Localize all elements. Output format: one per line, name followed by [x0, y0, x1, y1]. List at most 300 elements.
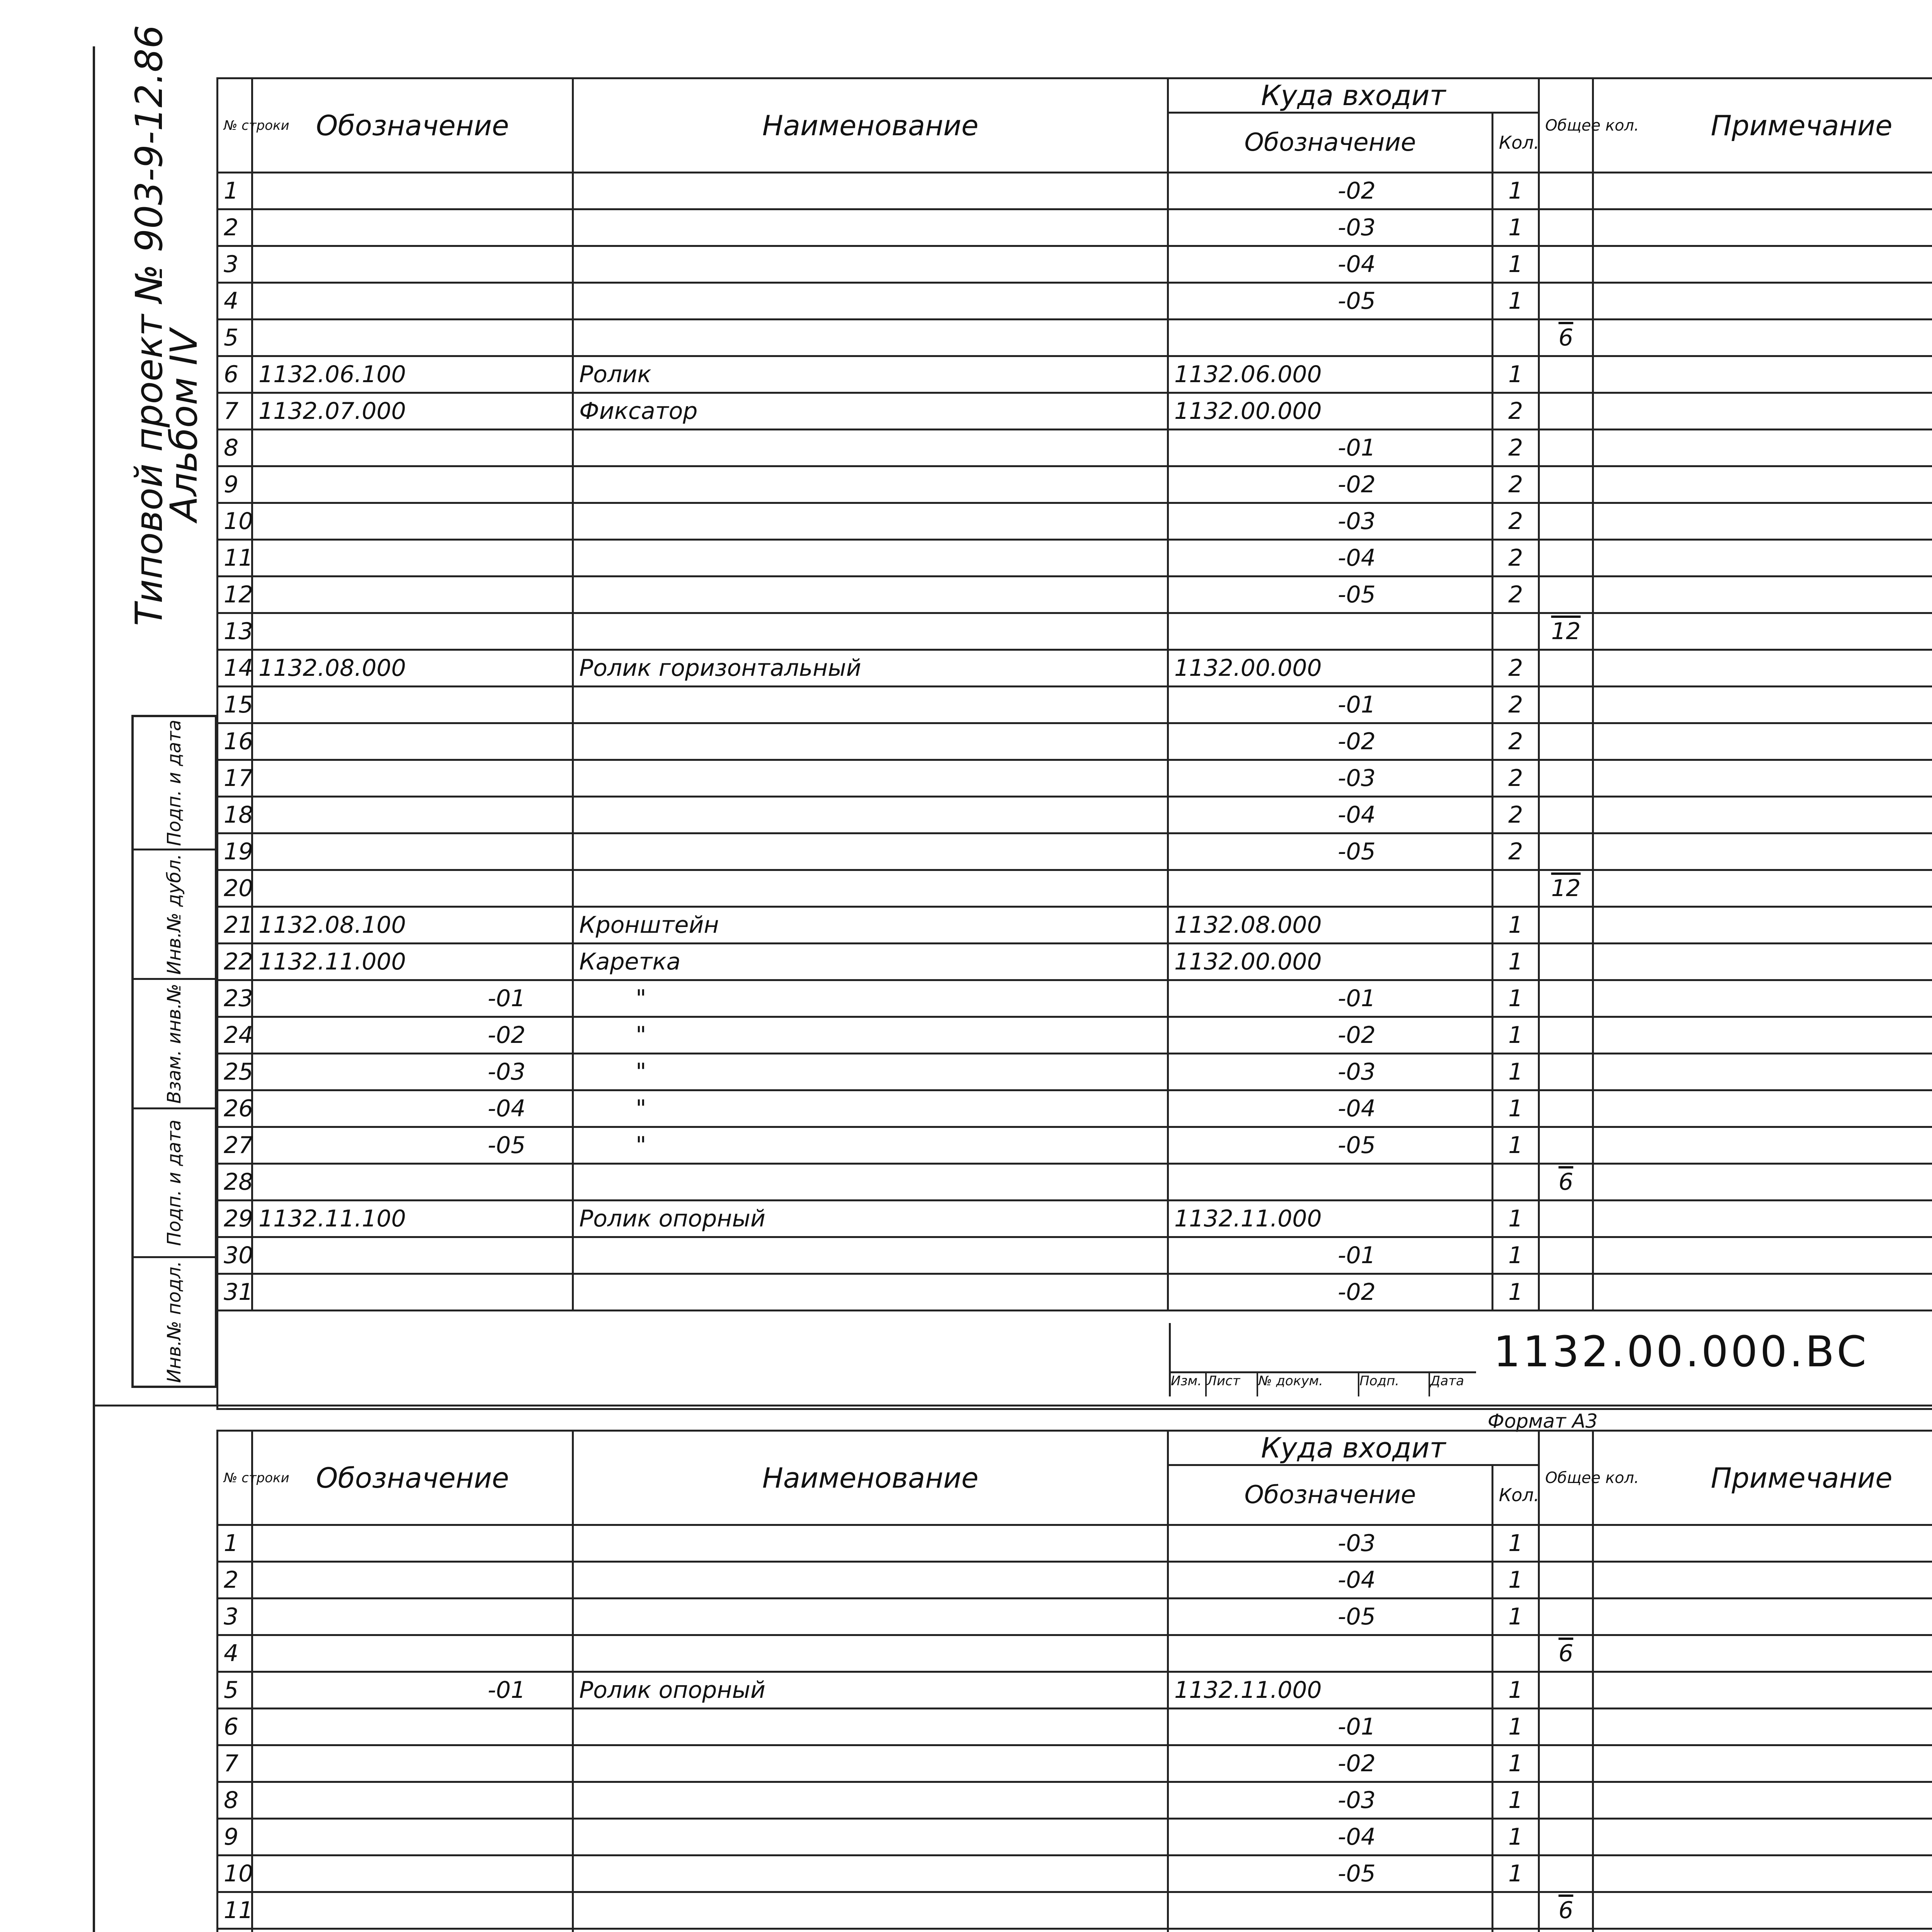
designation-cell: [252, 173, 573, 209]
name-cell: [573, 1237, 1168, 1274]
designation-cell: [252, 1525, 573, 1562]
qty-cell: 1: [1493, 1054, 1539, 1090]
qty-cell: 1: [1493, 1201, 1539, 1237]
table-row: [218, 393, 1932, 430]
total-cell: [1539, 1672, 1593, 1709]
qty-cell: 2: [1493, 650, 1539, 687]
total-cell: 12: [1539, 613, 1593, 650]
total-cell: [1539, 1782, 1593, 1819]
total-cell: [1539, 723, 1593, 760]
designation-cell: [252, 540, 573, 577]
where-used-cell: [1168, 613, 1493, 650]
row-number-cell: 8: [218, 1782, 252, 1819]
total-cell: [1539, 1017, 1593, 1054]
row-number-cell: 13: [218, 613, 252, 650]
note-cell: [1593, 870, 1932, 907]
left-border-line: [93, 46, 95, 1932]
name-cell: [573, 1892, 1168, 1929]
name-cell: [573, 246, 1168, 283]
total-cell: [1539, 283, 1593, 320]
table-row: [218, 356, 1932, 393]
table-row: [218, 1237, 1932, 1274]
name-cell: [573, 1635, 1168, 1672]
row-number-cell: 2: [218, 1562, 252, 1599]
stamp-col: № докум.: [1258, 1373, 1359, 1396]
row-number-cell: 4: [218, 283, 252, 320]
name-cell: ": [573, 1090, 1168, 1127]
note-cell: [1593, 1709, 1932, 1745]
total-cell: [1539, 1054, 1593, 1090]
name-cell: [573, 1709, 1168, 1745]
name-cell: [573, 577, 1168, 613]
designation-cell: 1132.08.100: [252, 907, 573, 944]
row-number-cell: 14: [218, 650, 252, 687]
where-used-cell: [1168, 870, 1493, 907]
name-cell: [573, 613, 1168, 650]
table-row: [218, 1201, 1932, 1237]
table-row: [218, 1709, 1932, 1745]
header-note: Примечание: [1593, 78, 1932, 173]
qty-cell: 2: [1493, 760, 1539, 797]
note-cell: [1593, 430, 1932, 466]
designation-cell: [252, 1237, 573, 1274]
header-name: Наименование: [573, 78, 1168, 173]
name-cell: [573, 833, 1168, 870]
note-cell: [1593, 907, 1932, 944]
name-cell: [573, 1929, 1168, 1932]
header-total: Общее кол.: [1539, 78, 1593, 173]
total-cell: [1539, 1201, 1593, 1237]
header-designation: Обозначение: [252, 1431, 573, 1525]
name-cell: [573, 173, 1168, 209]
total-cell: [1539, 833, 1593, 870]
qty-cell: 2: [1493, 503, 1539, 540]
note-cell: [1593, 356, 1932, 393]
spec-sheet-4: [216, 1430, 1932, 1932]
qty-cell: 1: [1493, 1599, 1539, 1635]
row-number-cell: 9: [218, 1819, 252, 1855]
note-cell: [1593, 1164, 1932, 1201]
qty-cell: 1: [1493, 907, 1539, 944]
qty-cell: 2: [1493, 430, 1539, 466]
note-cell: [1593, 283, 1932, 320]
header-where-designation: Обозначение: [1168, 113, 1493, 173]
name-cell: ": [573, 1054, 1168, 1090]
name-cell: [573, 1782, 1168, 1819]
designation-cell: [252, 1819, 573, 1855]
row-number-cell: 21: [218, 907, 252, 944]
designation-cell: [252, 723, 573, 760]
note-cell: [1593, 1127, 1932, 1164]
note-cell: [1593, 980, 1932, 1017]
table-row: [218, 209, 1932, 246]
stamp-col: Изм.: [1171, 1373, 1207, 1396]
qty-cell: [1493, 320, 1539, 356]
designation-cell: [252, 797, 573, 833]
designation-cell: [252, 1929, 573, 1932]
note-cell: [1593, 503, 1932, 540]
note-cell: [1593, 1819, 1932, 1855]
total-cell: 6: [1539, 1164, 1593, 1201]
table-row: [218, 1929, 1932, 1932]
name-cell: Ролик: [573, 356, 1168, 393]
table-row: [218, 1164, 1932, 1201]
table-row: [218, 503, 1932, 540]
name-cell: [573, 430, 1168, 466]
designation-cell: -02: [252, 1017, 573, 1054]
qty-cell: 1: [1493, 246, 1539, 283]
stamp-col: Дата: [1430, 1373, 1464, 1389]
side-project-title: [128, 25, 171, 626]
table-row: [218, 577, 1932, 613]
note-cell: [1593, 1635, 1932, 1672]
designation-cell: [252, 1709, 573, 1745]
row-number-cell: 30: [218, 1237, 252, 1274]
table-row: [218, 540, 1932, 577]
project-title: Типовой проект № 903-9-12.86: [128, 25, 171, 626]
total-cell: [1539, 1274, 1593, 1311]
where-used-cell: -04: [1168, 1819, 1493, 1855]
designation-cell: [252, 1274, 573, 1311]
row-number-cell: 1: [218, 173, 252, 209]
name-cell: ": [573, 980, 1168, 1017]
where-used-cell: -05: [1168, 1599, 1493, 1635]
where-used-cell: -03: [1168, 209, 1493, 246]
row-number-cell: 6: [218, 1709, 252, 1745]
album-title: Альбом IV: [162, 329, 206, 522]
note-cell: [1593, 1090, 1932, 1127]
row-number-cell: 16: [218, 723, 252, 760]
note-cell: [1593, 320, 1932, 356]
note-cell: [1593, 466, 1932, 503]
header-name: Наименование: [573, 1431, 1168, 1525]
designation-cell: 1132.11.000: [252, 944, 573, 980]
name-cell: Каретка: [573, 944, 1168, 980]
where-used-cell: -02: [1168, 173, 1493, 209]
note-cell: [1593, 1892, 1932, 1929]
row-number-cell: 28: [218, 1164, 252, 1201]
header-qty: Кол.: [1493, 1465, 1539, 1525]
total-cell: [1539, 1090, 1593, 1127]
row-number-cell: 3: [218, 1599, 252, 1635]
table-row: [218, 1635, 1932, 1672]
name-cell: [573, 320, 1168, 356]
note-cell: [1593, 1274, 1932, 1311]
note-cell: [1593, 1562, 1932, 1599]
note-cell: [1593, 393, 1932, 430]
header-designation: Обозначение: [252, 78, 573, 173]
total-cell: [1539, 1525, 1593, 1562]
revision-grid: [1169, 1323, 1476, 1396]
total-cell: [1539, 1819, 1593, 1855]
qty-cell: 1: [1493, 209, 1539, 246]
table-row: [218, 430, 1932, 466]
designation-cell: [252, 870, 573, 907]
designation-cell: -01: [252, 1672, 573, 1709]
where-used-cell: -01: [1168, 1709, 1493, 1745]
qty-cell: [1493, 1164, 1539, 1201]
designation-cell: [252, 1745, 573, 1782]
qty-cell: 1: [1493, 980, 1539, 1017]
qty-cell: 2: [1493, 797, 1539, 833]
where-used-cell: -02: [1168, 723, 1493, 760]
designation-cell: [252, 466, 573, 503]
name-cell: Ролик опорный: [573, 1672, 1168, 1709]
designation-cell: [252, 613, 573, 650]
table-row: [218, 1274, 1932, 1311]
spec-table: [216, 1430, 1932, 1932]
designation-cell: [252, 687, 573, 723]
total-cell: [1539, 503, 1593, 540]
qty-cell: 1: [1493, 1672, 1539, 1709]
note-cell: [1593, 944, 1932, 980]
where-used-cell: 1132.11.000: [1168, 1672, 1493, 1709]
qty-cell: [1493, 870, 1539, 907]
note-cell: [1593, 246, 1932, 283]
total-cell: [1539, 944, 1593, 980]
row-number-cell: 31: [218, 1274, 252, 1311]
row-number-cell: 10: [218, 503, 252, 540]
designation-cell: [252, 209, 573, 246]
table-row: [218, 1525, 1932, 1562]
where-used-cell: -02: [1168, 466, 1493, 503]
designation-cell: [252, 1599, 573, 1635]
sidebar-sheet1: [131, 715, 217, 1388]
qty-cell: 2: [1493, 577, 1539, 613]
row-number-cell: 11: [218, 1892, 252, 1929]
where-used-cell: -04: [1168, 1562, 1493, 1599]
row-number-cell: 5: [218, 320, 252, 356]
note-cell: [1593, 209, 1932, 246]
total-cell: [1539, 687, 1593, 723]
row-number-cell: 24: [218, 1017, 252, 1054]
row-number-cell: 18: [218, 797, 252, 833]
total-cell: [1539, 540, 1593, 577]
designation-cell: -03: [252, 1054, 573, 1090]
qty-cell: 1: [1493, 1709, 1539, 1745]
header-where-used: Куда входит: [1168, 78, 1539, 113]
where-used-cell: -03: [1168, 760, 1493, 797]
total-cell: 12: [1539, 870, 1593, 907]
total-cell: [1539, 577, 1593, 613]
qty-cell: 2: [1493, 687, 1539, 723]
name-cell: [573, 760, 1168, 797]
row-number-cell: 20: [218, 870, 252, 907]
name-cell: [573, 1745, 1168, 1782]
where-used-cell: -01: [1168, 687, 1493, 723]
total-cell: [1539, 173, 1593, 209]
qty-cell: 2: [1493, 393, 1539, 430]
designation-cell: [252, 283, 573, 320]
where-used-cell: [1168, 1164, 1493, 1201]
name-cell: [573, 1819, 1168, 1855]
table-row: [218, 320, 1932, 356]
row-number-cell: 2: [218, 209, 252, 246]
total-cell: 6: [1539, 1892, 1593, 1929]
row-number-cell: 10: [218, 1855, 252, 1892]
where-used-cell: 1132.08.000: [1168, 907, 1493, 944]
header-where-designation: Обозначение: [1168, 1465, 1493, 1525]
table-row: [218, 1855, 1932, 1892]
note-cell: [1593, 760, 1932, 797]
table-row: [218, 723, 1932, 760]
qty-cell: 1: [1493, 1745, 1539, 1782]
total-cell: [1539, 980, 1593, 1017]
table-row: [218, 1782, 1932, 1819]
note-cell: [1593, 650, 1932, 687]
total-cell: [1539, 466, 1593, 503]
where-used-cell: -05: [1168, 1855, 1493, 1892]
name-cell: [573, 1599, 1168, 1635]
table-row: [218, 246, 1932, 283]
total-cell: [1539, 1562, 1593, 1599]
where-used-cell: [1168, 320, 1493, 356]
where-used-cell: -05: [1168, 577, 1493, 613]
side-album-title: [162, 329, 206, 522]
where-used-cell: -02: [1168, 1745, 1493, 1782]
total-cell: [1539, 1237, 1593, 1274]
note-cell: [1593, 1525, 1932, 1562]
qty-cell: [1493, 613, 1539, 650]
total-cell: [1539, 1127, 1593, 1164]
qty-cell: 1: [1493, 283, 1539, 320]
header-qty: Кол.: [1493, 113, 1539, 173]
total-cell: [1539, 393, 1593, 430]
designation-cell: [252, 1562, 573, 1599]
spec-table: [216, 77, 1932, 1311]
designation-cell: [252, 1164, 573, 1201]
title-block: [216, 1311, 1932, 1410]
total-cell: [1539, 1745, 1593, 1782]
table-row: [218, 833, 1932, 870]
name-cell: [573, 1855, 1168, 1892]
note-cell: [1593, 1237, 1932, 1274]
where-used-cell: [1168, 1892, 1493, 1929]
header-row-no: № строки: [218, 1431, 252, 1525]
stamp-col: Подп.: [1359, 1373, 1430, 1396]
designation-cell: [252, 1782, 573, 1819]
name-cell: [573, 1562, 1168, 1599]
name-cell: [573, 687, 1168, 723]
where-used-cell: -05: [1168, 833, 1493, 870]
total-cell: [1539, 797, 1593, 833]
name-cell: [573, 209, 1168, 246]
sidebar-cell: Подп. и дата: [134, 1109, 215, 1258]
designation-cell: [252, 833, 573, 870]
note-cell: [1593, 1017, 1932, 1054]
where-used-cell: 1132.00.000: [1168, 393, 1493, 430]
designation-cell: 1132.11.100: [252, 1201, 573, 1237]
note-cell: [1593, 1745, 1932, 1782]
where-used-cell: -03: [1168, 1782, 1493, 1819]
qty-cell: 2: [1493, 833, 1539, 870]
note-cell: [1593, 1201, 1932, 1237]
row-number-cell: 23: [218, 980, 252, 1017]
total-cell: [1539, 760, 1593, 797]
sidebar-cell: Подп. и дата: [134, 717, 215, 850]
name-cell: Ролик опорный: [573, 1201, 1168, 1237]
where-used-cell: -04: [1168, 540, 1493, 577]
table-row: [218, 466, 1932, 503]
designation-cell: [252, 1635, 573, 1672]
where-used-cell: -05: [1168, 283, 1493, 320]
note-cell: [1593, 613, 1932, 650]
name-cell: [573, 283, 1168, 320]
where-used-cell: 1132.11.000: [1168, 1201, 1493, 1237]
name-cell: [573, 1525, 1168, 1562]
designation-cell: -01: [252, 980, 573, 1017]
row-number-cell: 1: [218, 1525, 252, 1562]
designation-cell: 1132.08.000: [252, 650, 573, 687]
qty-cell: 1: [1493, 1237, 1539, 1274]
total-cell: [1539, 650, 1593, 687]
total-cell: [1539, 1929, 1593, 1932]
total-cell: [1539, 430, 1593, 466]
name-cell: [573, 723, 1168, 760]
note-cell: [1593, 797, 1932, 833]
row-number-cell: 7: [218, 1745, 252, 1782]
note-cell: [1593, 833, 1932, 870]
row-number-cell: [218, 1929, 252, 1932]
qty-cell: [1493, 1635, 1539, 1672]
where-used-cell: -01: [1168, 1237, 1493, 1274]
total-cell: [1539, 1599, 1593, 1635]
name-cell: [573, 540, 1168, 577]
row-number-cell: 8: [218, 430, 252, 466]
row-number-cell: 5: [218, 1672, 252, 1709]
total-cell: 6: [1539, 1635, 1593, 1672]
table-row: [218, 1672, 1932, 1709]
where-used-cell: -05: [1168, 1127, 1493, 1164]
qty-cell: 1: [1493, 1525, 1539, 1562]
qty-cell: [1493, 1892, 1539, 1929]
format-label: Формат А3: [1488, 1410, 1598, 1432]
where-used-cell: [1168, 1929, 1493, 1932]
name-cell: ": [573, 1017, 1168, 1054]
qty-cell: 1: [1493, 1855, 1539, 1892]
qty-cell: 1: [1493, 1274, 1539, 1311]
designation-cell: [252, 246, 573, 283]
table-row: [218, 1745, 1932, 1782]
designation-cell: 1132.07.000: [252, 393, 573, 430]
header-total: Общее кол.: [1539, 1431, 1593, 1525]
row-number-cell: 15: [218, 687, 252, 723]
table-row: [218, 650, 1932, 687]
header-where-used: Куда входит: [1168, 1431, 1539, 1465]
table-row: [218, 173, 1932, 209]
row-number-cell: 6: [218, 356, 252, 393]
designation-cell: 1132.06.100: [252, 356, 573, 393]
name-cell: [573, 1164, 1168, 1201]
where-used-cell: -04: [1168, 1090, 1493, 1127]
sidebar-cell: Взам. инв.№: [134, 980, 215, 1109]
designation-cell: [252, 577, 573, 613]
note-cell: [1593, 540, 1932, 577]
document-number: 1132.00.000.ВС: [1493, 1327, 1869, 1376]
table-row: [218, 870, 1932, 907]
where-used-cell: -01: [1168, 430, 1493, 466]
row-number-cell: 29: [218, 1201, 252, 1237]
note-cell: [1593, 687, 1932, 723]
table-row: [218, 760, 1932, 797]
header-row-no: № строки: [218, 78, 252, 173]
row-number-cell: 9: [218, 466, 252, 503]
qty-cell: 1: [1493, 356, 1539, 393]
table-row: [218, 613, 1932, 650]
header-note: Примечание: [1593, 1431, 1932, 1525]
qty-cell: 2: [1493, 540, 1539, 577]
table-row: [218, 1127, 1932, 1164]
